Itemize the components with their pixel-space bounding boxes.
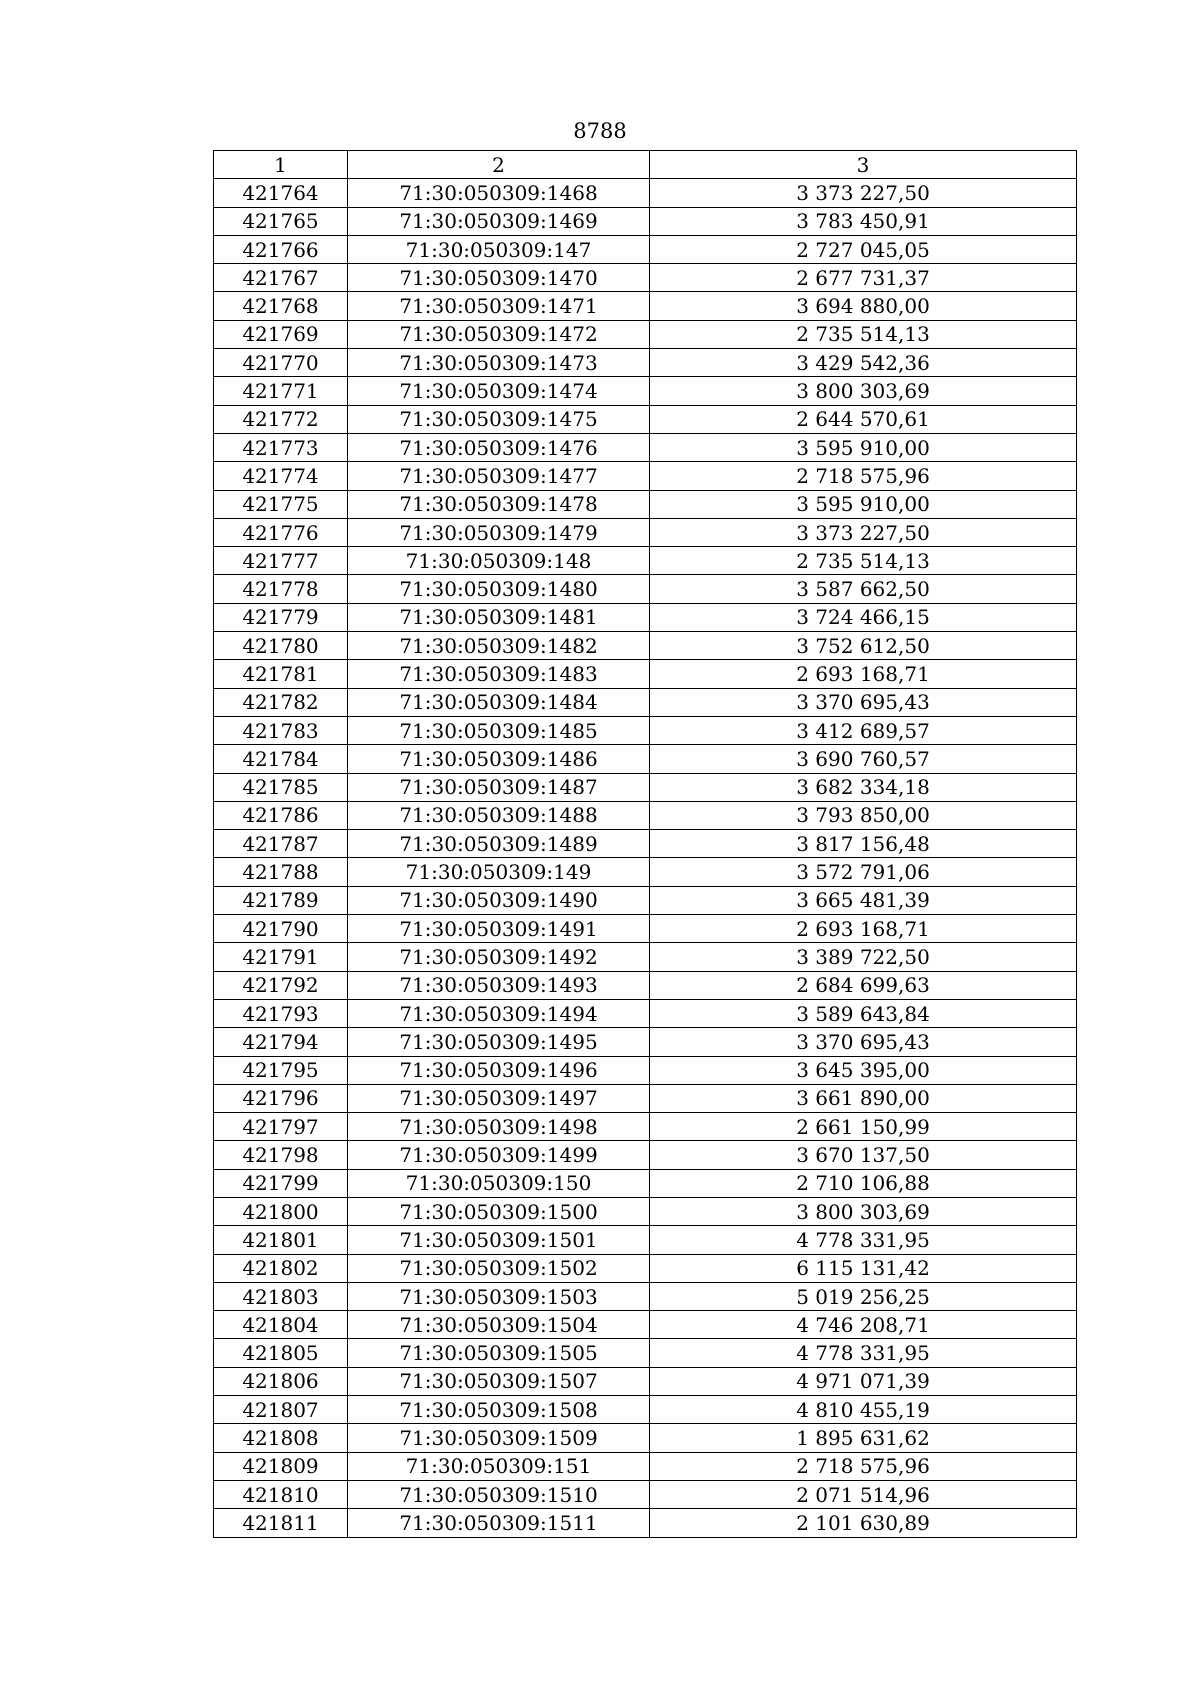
row-number-cell: 421779 (214, 603, 348, 631)
table-row (214, 1226, 1077, 1254)
table-row (214, 830, 1077, 858)
table-row (214, 179, 1077, 207)
table-row (214, 1028, 1077, 1056)
cadastral-number-cell: 71:30:050309:1495 (348, 1028, 650, 1056)
value-cell: 3 670 137,50 (650, 1141, 1077, 1169)
table-row (214, 547, 1077, 575)
row-number-cell: 421782 (214, 688, 348, 716)
row-number-cell: 421773 (214, 433, 348, 461)
value-cell: 2 718 575,96 (650, 1452, 1077, 1480)
table-row (214, 971, 1077, 999)
value-cell: 2 101 630,89 (650, 1509, 1077, 1537)
row-number-cell: 421768 (214, 292, 348, 320)
value-cell: 1 895 631,62 (650, 1424, 1077, 1452)
row-number-cell: 421808 (214, 1424, 348, 1452)
cadastral-number-cell: 71:30:050309:148 (348, 547, 650, 575)
cadastral-number-cell: 71:30:050309:1479 (348, 518, 650, 546)
table-row (214, 320, 1077, 348)
value-cell: 3 429 542,36 (650, 349, 1077, 377)
row-number-cell: 421804 (214, 1311, 348, 1339)
row-number-cell: 421796 (214, 1084, 348, 1112)
value-cell: 4 810 455,19 (650, 1396, 1077, 1424)
table-row (214, 518, 1077, 546)
cadastral-number-cell: 71:30:050309:1507 (348, 1367, 650, 1395)
column-header-2: 2 (348, 151, 650, 179)
cadastral-number-cell: 71:30:050309:1503 (348, 1282, 650, 1310)
row-number-cell: 421789 (214, 886, 348, 914)
value-cell: 3 572 791,06 (650, 858, 1077, 886)
table-row (214, 377, 1077, 405)
row-number-cell: 421788 (214, 858, 348, 886)
cadastral-number-cell: 71:30:050309:1472 (348, 320, 650, 348)
table-row (214, 405, 1077, 433)
value-cell: 3 783 450,91 (650, 207, 1077, 235)
cadastral-number-cell: 71:30:050309:1510 (348, 1480, 650, 1508)
cadastral-number-cell: 71:30:050309:1508 (348, 1396, 650, 1424)
row-number-cell: 421780 (214, 632, 348, 660)
cadastral-number-cell: 71:30:050309:151 (348, 1452, 650, 1480)
row-number-cell: 421806 (214, 1367, 348, 1395)
row-number-cell: 421772 (214, 405, 348, 433)
cadastral-number-cell: 71:30:050309:1493 (348, 971, 650, 999)
row-number-cell: 421786 (214, 801, 348, 829)
cadastral-number-cell: 71:30:050309:1474 (348, 377, 650, 405)
value-cell: 3 587 662,50 (650, 575, 1077, 603)
page-number: 8788 (573, 119, 627, 143)
value-cell: 2 693 168,71 (650, 915, 1077, 943)
value-cell: 4 778 331,95 (650, 1339, 1077, 1367)
cadastral-number-cell: 71:30:050309:1491 (348, 915, 650, 943)
row-number-cell: 421775 (214, 490, 348, 518)
value-cell: 3 694 880,00 (650, 292, 1077, 320)
value-cell: 3 752 612,50 (650, 632, 1077, 660)
value-cell: 2 710 106,88 (650, 1169, 1077, 1197)
value-cell: 3 665 481,39 (650, 886, 1077, 914)
cadastral-number-cell: 71:30:050309:1468 (348, 179, 650, 207)
table-row (214, 745, 1077, 773)
cadastral-number-cell: 71:30:050309:1496 (348, 1056, 650, 1084)
row-number-cell: 421770 (214, 349, 348, 377)
value-cell: 2 735 514,13 (650, 547, 1077, 575)
value-cell: 3 389 722,50 (650, 943, 1077, 971)
header-row (214, 151, 1077, 179)
row-number-cell: 421802 (214, 1254, 348, 1282)
data-table (213, 150, 1077, 1538)
table-row (214, 1056, 1077, 1084)
table-row (214, 1169, 1077, 1197)
row-number-cell: 421800 (214, 1197, 348, 1225)
cadastral-number-cell: 71:30:050309:1481 (348, 603, 650, 631)
row-number-cell: 421795 (214, 1056, 348, 1084)
row-number-cell: 421803 (214, 1282, 348, 1310)
cadastral-number-cell: 71:30:050309:1476 (348, 433, 650, 461)
table-row (214, 1311, 1077, 1339)
row-number-cell: 421801 (214, 1226, 348, 1254)
value-cell: 2 693 168,71 (650, 660, 1077, 688)
cadastral-number-cell: 71:30:050309:1492 (348, 943, 650, 971)
cadastral-number-cell: 71:30:050309:1480 (348, 575, 650, 603)
table-row (214, 999, 1077, 1027)
table-row (214, 292, 1077, 320)
value-cell: 3 682 334,18 (650, 773, 1077, 801)
cadastral-number-cell: 71:30:050309:150 (348, 1169, 650, 1197)
value-cell: 2 684 699,63 (650, 971, 1077, 999)
value-cell: 3 793 850,00 (650, 801, 1077, 829)
table-row (214, 716, 1077, 744)
table-row (214, 801, 1077, 829)
table-row (214, 1084, 1077, 1112)
table-row (214, 773, 1077, 801)
row-number-cell: 421774 (214, 462, 348, 490)
cadastral-number-cell: 71:30:050309:1482 (348, 632, 650, 660)
row-number-cell: 421783 (214, 716, 348, 744)
column-header-1: 1 (214, 151, 348, 179)
row-number-cell: 421793 (214, 999, 348, 1027)
table-row (214, 1480, 1077, 1508)
row-number-cell: 421811 (214, 1509, 348, 1537)
table-row (214, 688, 1077, 716)
table-row (214, 1367, 1077, 1395)
value-cell: 5 019 256,25 (650, 1282, 1077, 1310)
row-number-cell: 421777 (214, 547, 348, 575)
value-cell: 3 370 695,43 (650, 1028, 1077, 1056)
value-cell: 3 373 227,50 (650, 518, 1077, 546)
row-number-cell: 421805 (214, 1339, 348, 1367)
row-number-cell: 421807 (214, 1396, 348, 1424)
cadastral-number-cell: 71:30:050309:149 (348, 858, 650, 886)
cadastral-number-cell: 71:30:050309:1505 (348, 1339, 650, 1367)
table-row (214, 603, 1077, 631)
cadastral-number-cell: 71:30:050309:1498 (348, 1113, 650, 1141)
table-row (214, 433, 1077, 461)
cadastral-number-cell: 71:30:050309:1487 (348, 773, 650, 801)
value-cell: 3 595 910,00 (650, 433, 1077, 461)
row-number-cell: 421784 (214, 745, 348, 773)
table-row (214, 1396, 1077, 1424)
table-row (214, 915, 1077, 943)
row-number-cell: 421794 (214, 1028, 348, 1056)
row-number-cell: 421798 (214, 1141, 348, 1169)
cadastral-number-cell: 71:30:050309:1502 (348, 1254, 650, 1282)
table-row (214, 349, 1077, 377)
table-row (214, 575, 1077, 603)
value-cell: 3 690 760,57 (650, 745, 1077, 773)
value-cell: 2 644 570,61 (650, 405, 1077, 433)
row-number-cell: 421781 (214, 660, 348, 688)
value-cell: 3 595 910,00 (650, 490, 1077, 518)
row-number-cell: 421776 (214, 518, 348, 546)
value-cell: 3 373 227,50 (650, 179, 1077, 207)
value-cell: 2 071 514,96 (650, 1480, 1077, 1508)
cadastral-number-cell: 71:30:050309:1504 (348, 1311, 650, 1339)
value-cell: 4 778 331,95 (650, 1226, 1077, 1254)
table-row (214, 1141, 1077, 1169)
table-row (214, 1254, 1077, 1282)
row-number-cell: 421799 (214, 1169, 348, 1197)
value-cell: 4 971 071,39 (650, 1367, 1077, 1395)
cadastral-number-cell: 71:30:050309:1499 (348, 1141, 650, 1169)
value-cell: 3 800 303,69 (650, 377, 1077, 405)
cadastral-number-cell: 71:30:050309:1501 (348, 1226, 650, 1254)
value-cell: 3 661 890,00 (650, 1084, 1077, 1112)
cadastral-number-cell: 71:30:050309:1484 (348, 688, 650, 716)
value-cell: 3 370 695,43 (650, 688, 1077, 716)
cadastral-number-cell: 71:30:050309:1494 (348, 999, 650, 1027)
table-row (214, 943, 1077, 971)
table-row (214, 1282, 1077, 1310)
value-cell: 3 724 466,15 (650, 603, 1077, 631)
value-cell: 2 661 150,99 (650, 1113, 1077, 1141)
table-header (214, 151, 1077, 179)
cadastral-number-cell: 71:30:050309:1471 (348, 292, 650, 320)
row-number-cell: 421792 (214, 971, 348, 999)
row-number-cell: 421809 (214, 1452, 348, 1480)
row-number-cell: 421797 (214, 1113, 348, 1141)
table-row (214, 858, 1077, 886)
cadastral-number-cell: 71:30:050309:1485 (348, 716, 650, 744)
cadastral-number-cell: 71:30:050309:1478 (348, 490, 650, 518)
value-cell: 3 817 156,48 (650, 830, 1077, 858)
table-row (214, 264, 1077, 292)
cadastral-number-cell: 71:30:050309:1470 (348, 264, 650, 292)
row-number-cell: 421767 (214, 264, 348, 292)
value-cell: 2 727 045,05 (650, 235, 1077, 263)
cadastral-number-cell: 71:30:050309:1490 (348, 886, 650, 914)
row-number-cell: 421810 (214, 1480, 348, 1508)
table-row (214, 462, 1077, 490)
cadastral-number-cell: 71:30:050309:1475 (348, 405, 650, 433)
table-row (214, 207, 1077, 235)
row-number-cell: 421787 (214, 830, 348, 858)
table-row (214, 660, 1077, 688)
table-row (214, 886, 1077, 914)
row-number-cell: 421769 (214, 320, 348, 348)
cadastral-number-cell: 71:30:050309:1509 (348, 1424, 650, 1452)
table-body (214, 179, 1077, 1537)
row-number-cell: 421766 (214, 235, 348, 263)
table-row (214, 1424, 1077, 1452)
value-cell: 4 746 208,71 (650, 1311, 1077, 1339)
table-row (214, 1452, 1077, 1480)
cadastral-number-cell: 71:30:050309:1486 (348, 745, 650, 773)
table-row (214, 490, 1077, 518)
row-number-cell: 421790 (214, 915, 348, 943)
cadastral-number-cell: 71:30:050309:147 (348, 235, 650, 263)
value-cell: 3 589 643,84 (650, 999, 1077, 1027)
cadastral-number-cell: 71:30:050309:1500 (348, 1197, 650, 1225)
table-row (214, 1113, 1077, 1141)
cadastral-number-cell: 71:30:050309:1497 (348, 1084, 650, 1112)
table-row (214, 632, 1077, 660)
table-row (214, 1197, 1077, 1225)
cadastral-number-cell: 71:30:050309:1489 (348, 830, 650, 858)
cadastral-number-cell: 71:30:050309:1511 (348, 1509, 650, 1537)
value-cell: 3 800 303,69 (650, 1197, 1077, 1225)
value-cell: 2 677 731,37 (650, 264, 1077, 292)
value-cell: 2 735 514,13 (650, 320, 1077, 348)
value-cell: 6 115 131,42 (650, 1254, 1077, 1282)
cadastral-number-cell: 71:30:050309:1477 (348, 462, 650, 490)
table-row (214, 235, 1077, 263)
table-row (214, 1339, 1077, 1367)
column-header-3: 3 (650, 151, 1077, 179)
cadastral-number-cell: 71:30:050309:1483 (348, 660, 650, 688)
row-number-cell: 421765 (214, 207, 348, 235)
row-number-cell: 421791 (214, 943, 348, 971)
table-row (214, 1509, 1077, 1537)
row-number-cell: 421785 (214, 773, 348, 801)
row-number-cell: 421778 (214, 575, 348, 603)
value-cell: 2 718 575,96 (650, 462, 1077, 490)
value-cell: 3 645 395,00 (650, 1056, 1077, 1084)
cadastral-number-cell: 71:30:050309:1488 (348, 801, 650, 829)
cadastral-number-cell: 71:30:050309:1469 (348, 207, 650, 235)
row-number-cell: 421771 (214, 377, 348, 405)
row-number-cell: 421764 (214, 179, 348, 207)
value-cell: 3 412 689,57 (650, 716, 1077, 744)
cadastral-number-cell: 71:30:050309:1473 (348, 349, 650, 377)
